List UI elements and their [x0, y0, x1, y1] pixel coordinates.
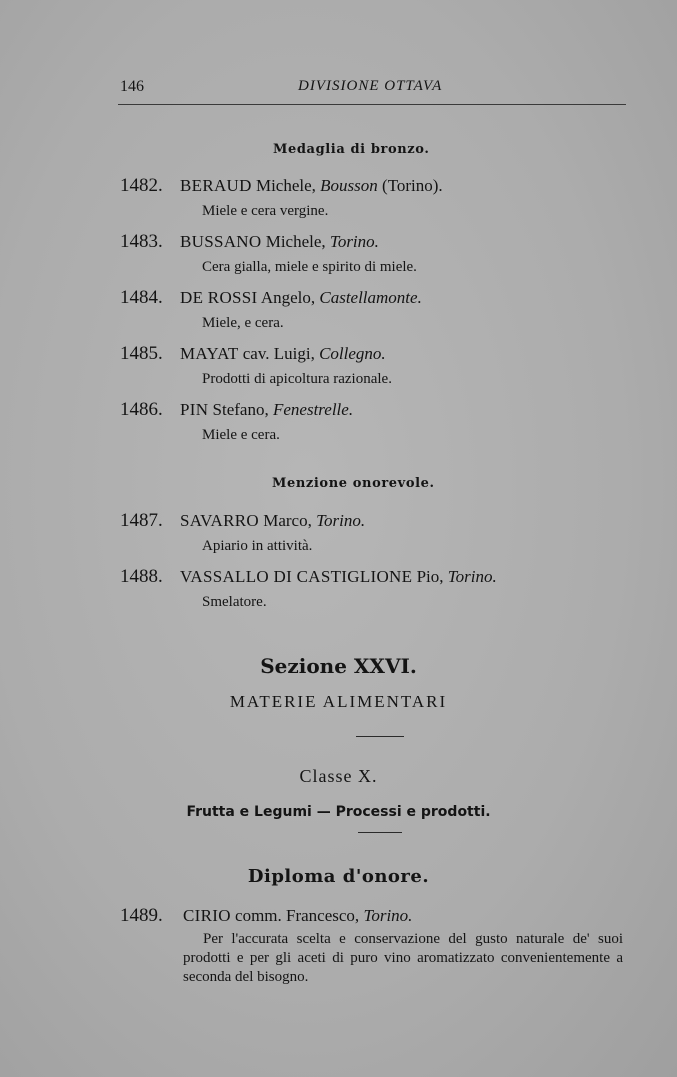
entry-given: cav. Luigi,	[242, 344, 315, 363]
entry-city: Bousson	[320, 176, 378, 195]
entry-name: CIRIO	[183, 906, 231, 925]
entry-given: comm. Francesco,	[235, 906, 360, 925]
entry-description: Miele e cera.	[202, 427, 280, 443]
entry-city: Collegno.	[319, 344, 386, 363]
sezione-subtitle: MATERIE ALIMENTARI	[229, 692, 448, 711]
entry-description: Smelatore.	[202, 594, 267, 610]
entry-main-line	[180, 511, 365, 531]
entry-main-line	[183, 906, 412, 926]
entry-description: Apiario in attività.	[202, 538, 313, 554]
entry-number: 1484.	[120, 287, 163, 308]
entry-city: Torino.	[316, 511, 366, 530]
entry-main-line	[180, 567, 497, 587]
entry-extra: (Torino).	[382, 176, 443, 195]
entry-given: Marco,	[263, 511, 312, 530]
entry-number: 1488.	[120, 566, 163, 587]
section-heading-medaglia: Medaglia di bronzo.	[273, 142, 430, 157]
classe-subtitle: Frutta e Legumi — Processi e prodotti.	[186, 804, 491, 820]
entry-main-line	[180, 344, 386, 364]
entry-city: Torino.	[329, 232, 379, 251]
entry-city: Castellamonte.	[319, 288, 422, 307]
entry-name: MAYAT	[180, 344, 239, 363]
entry-description-paragraph: Per l'accurata scelta e conservazione del gusto naturale de' suoi prodotti e per gli aceti di puro vino aromatizzato convenientemente a seconda del bisogno.	[183, 931, 623, 985]
entry-name: SAVARRO	[180, 511, 259, 530]
entry-main-line	[180, 288, 422, 308]
entry-number: 1486.	[120, 399, 163, 420]
entry-description: Prodotti di apicoltura razionale.	[202, 371, 392, 387]
entry-main-line	[180, 400, 353, 420]
entry-description: Miele e cera vergine.	[202, 203, 329, 219]
entry-city: Torino.	[447, 567, 497, 586]
entry-name: PIN	[180, 400, 209, 419]
entry-name: BERAUD	[180, 176, 252, 195]
entry-name: DE ROSSI	[180, 288, 258, 307]
entry-number: 1483.	[120, 231, 163, 252]
header-rule	[118, 104, 626, 105]
entry-city: Fenestrelle.	[272, 400, 354, 419]
entry-given: Pio,	[416, 567, 444, 586]
classe-title: Classe X.	[299, 766, 378, 786]
entry-given: Stefano,	[212, 400, 269, 419]
section-heading-diploma: Diploma d'onore.	[247, 866, 430, 887]
entry-number: 1489.	[120, 905, 163, 926]
entry-description: Miele, e cera.	[202, 315, 284, 331]
section-heading-menzione: Menzione onorevole.	[272, 476, 435, 491]
entry-name: VASSALLO DI CASTIGLIONE	[180, 567, 413, 586]
running-title: DIVISIONE OTTAVA	[298, 78, 443, 94]
divider-rule	[356, 736, 404, 737]
entry-main-line	[180, 232, 379, 252]
entry-given: Michele,	[255, 176, 316, 195]
sezione-title: Sezione XXVI.	[260, 654, 417, 678]
divider-rule	[358, 832, 402, 833]
entry-given: Angelo,	[260, 288, 316, 307]
entry-number: 1487.	[120, 510, 163, 531]
entry-given: Michele,	[265, 232, 326, 251]
entry-number: 1482.	[120, 175, 163, 196]
entry-main-line	[180, 176, 443, 196]
entry-name: BUSSANO	[180, 232, 262, 251]
entry-number: 1485.	[120, 343, 163, 364]
entry-description: Cera gialla, miele e spirito di miele.	[202, 259, 417, 275]
page-number: 146	[120, 78, 144, 95]
entry-city: Torino.	[363, 906, 413, 925]
